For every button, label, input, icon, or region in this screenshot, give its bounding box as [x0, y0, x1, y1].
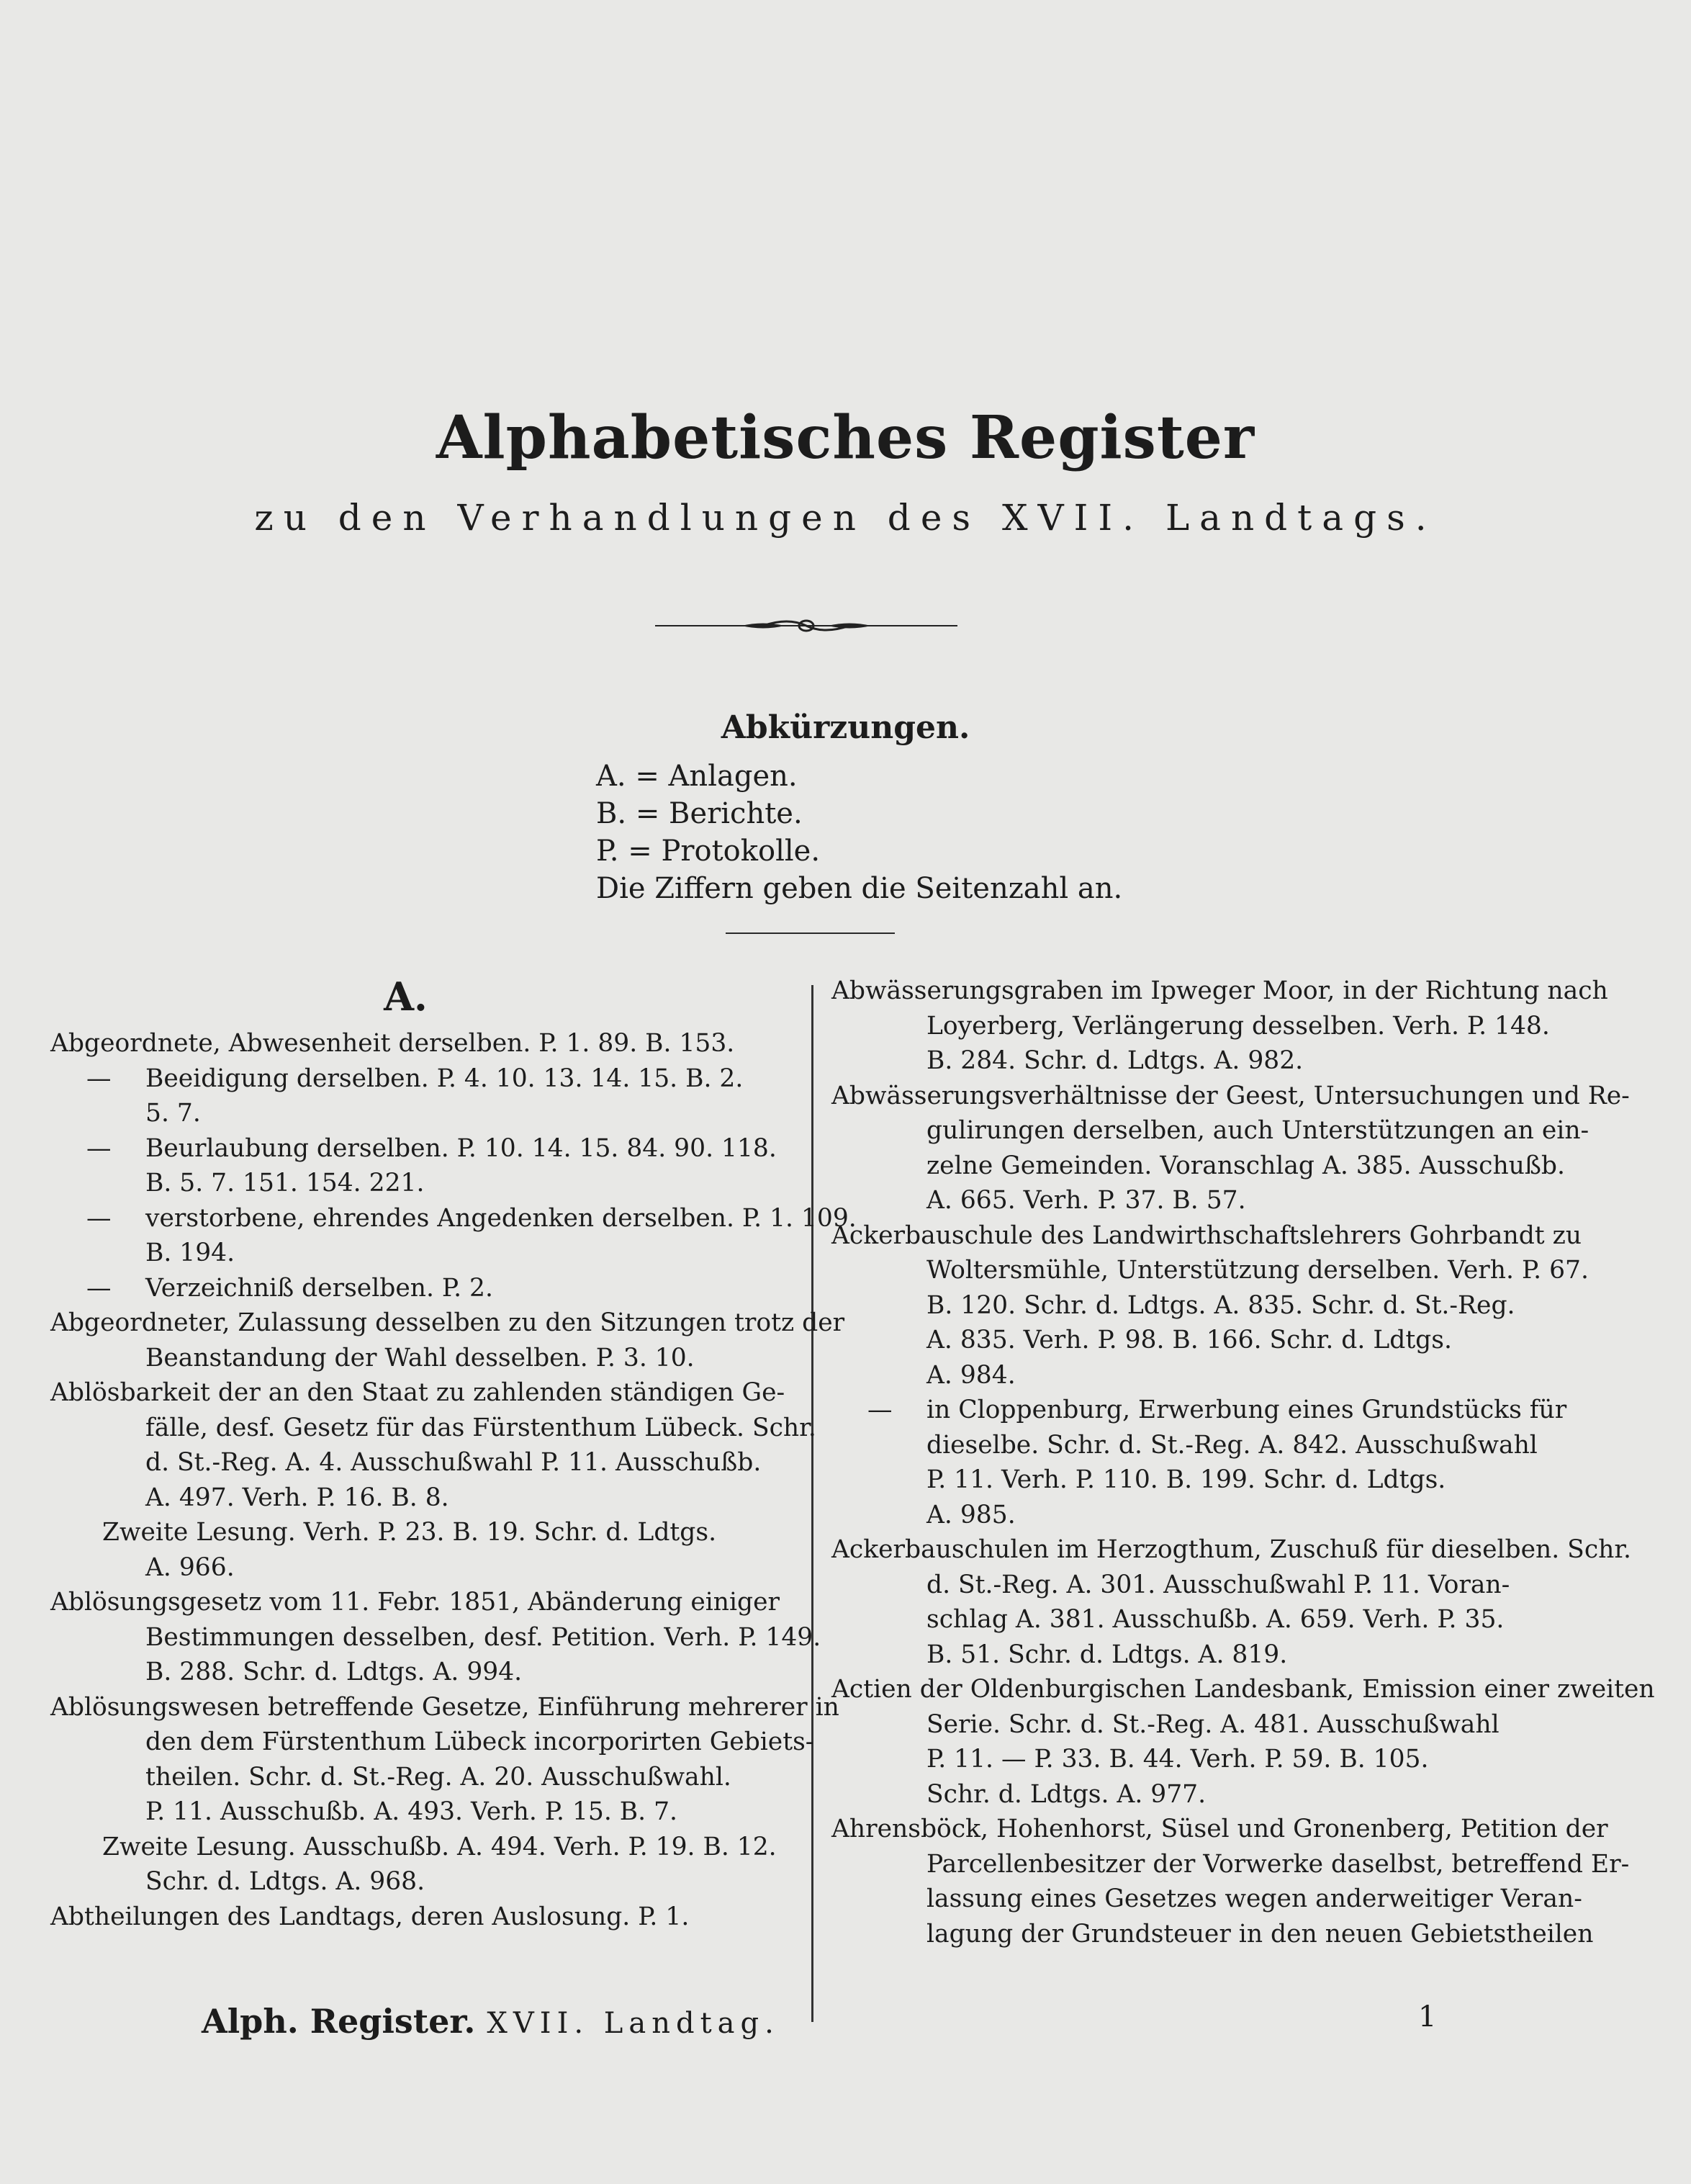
entry-text: in Cloppenburg, Erwerbung eines Grundstücks für — [926, 1396, 1567, 1424]
register-entry — [50, 1201, 857, 1271]
entry-line — [831, 1393, 1580, 1428]
entry-line — [831, 1079, 1630, 1114]
entry-text: A. 497. Verh. P. 16. B. 8. — [145, 1483, 449, 1512]
entry-line — [831, 1707, 1580, 1743]
entry-text: fälle, desf. Gesetz für das Fürstenthum Lübeck. Schr. — [145, 1413, 816, 1442]
entry-line — [831, 1812, 1608, 1847]
entry-line — [831, 1637, 1580, 1673]
entry-line — [831, 1358, 1580, 1393]
entry-text: A. 835. Verh. P. 98. B. 166. Schr. d. Ldtgs. — [926, 1326, 1452, 1354]
entry-line — [50, 1760, 799, 1795]
register-entry — [50, 1026, 799, 1061]
entry-text: P. 11. — P. 33. B. 44. Verh. P. 59. B. 105. — [926, 1745, 1429, 1774]
dash-marker: — — [86, 1203, 112, 1233]
entry-line — [50, 1166, 799, 1201]
entry-line — [831, 1149, 1580, 1184]
entry-line — [50, 1830, 799, 1865]
entry-text: Schr. d. Ldtgs. A. 968. — [145, 1867, 425, 1896]
dash-marker: — — [86, 1273, 112, 1303]
entry-text: lagung der Grundsteuer in den neuen Gebietstheilen — [926, 1919, 1594, 1949]
register-entry — [50, 1515, 799, 1585]
register-entry — [831, 974, 1608, 1079]
entry-text: Verzeichniß derselben. P. 2. — [145, 1273, 493, 1303]
entry-text: Schr. d. Ldtgs. A. 977. — [926, 1779, 1207, 1809]
register-entry — [50, 1830, 799, 1900]
entry-line — [50, 1480, 799, 1516]
entry-text: Bestimmungen desselben, desf. Petition. Verh. P. 149. — [145, 1622, 821, 1652]
section-letter: A. — [384, 974, 428, 1020]
entry-text: Ablösungswesen betreffende Gesetze, Einführung mehrerer in — [50, 1692, 839, 1722]
entry-line — [50, 1341, 799, 1376]
left-column — [50, 1026, 857, 1934]
entry-text: Zweite Lesung. Verh. P. 23. B. 19. Schr. d. Ldtgs. — [102, 1518, 717, 1547]
entry-line — [831, 1917, 1594, 1952]
entry-text: Abwässerungsgraben im Ipweger Moor, in der Richtung nach — [831, 976, 1608, 1005]
abbreviation-item: P. = Protokolle. — [596, 835, 821, 868]
entry-line — [831, 1847, 1630, 1882]
entry-text: A. 966. — [145, 1552, 235, 1582]
register-entry — [831, 1532, 1632, 1672]
entry-text: Ackerbauschule des Landwirthschaftslehrers Gohrbandt zu — [831, 1221, 1582, 1250]
entry-text: A. 665. Verh. P. 37. B. 57. — [926, 1186, 1246, 1215]
entry-text: A. 984. — [926, 1360, 1016, 1390]
abbreviation-item: Die Ziffern geben die Seitenzahl an. — [596, 872, 1123, 905]
entry-text: B. 5. 7. 151. 154. 221. — [145, 1169, 425, 1197]
entry-line — [831, 1183, 1580, 1218]
right-column — [831, 974, 1655, 1951]
entry-line — [831, 1742, 1580, 1777]
entry-line — [50, 1201, 857, 1236]
entry-line — [831, 1602, 1580, 1637]
footer-volume: XVII. Landtag. — [487, 2007, 780, 2040]
entry-line — [831, 1009, 1580, 1044]
entry-text: Woltersmühle, Unterstützung derselben. Verh. P. 67. — [926, 1256, 1589, 1285]
entry-line — [50, 1375, 799, 1411]
register-entry — [50, 1271, 799, 1306]
section-divider — [726, 933, 895, 934]
entry-text: gulirungen derselben, auch Unterstützungen an ein- — [926, 1116, 1589, 1145]
entry-line — [831, 1777, 1580, 1812]
entry-line — [831, 1428, 1580, 1463]
register-entry — [831, 1079, 1630, 1218]
register-entry — [50, 1061, 799, 1131]
entry-line — [50, 1026, 799, 1061]
register-entry — [831, 1393, 1580, 1532]
page-title: Alphabetisches Register — [436, 403, 1255, 472]
entry-text: Ablösbarkeit der an den Staat zu zahlenden ständigen Ge- — [50, 1378, 785, 1407]
dash-marker: — — [86, 1064, 112, 1093]
entry-text: d. St.-Reg. A. 301. Ausschußwahl P. 11. Voran- — [926, 1570, 1510, 1599]
entry-text: Ahrensböck, Hohenhorst, Süsel und Gronenberg, Petition der — [831, 1815, 1608, 1843]
entry-line — [50, 1690, 839, 1725]
entry-line — [50, 1131, 799, 1167]
ornament-divider — [655, 614, 957, 638]
entry-line — [831, 1882, 1580, 1917]
entry-text: theilen. Schr. d. St.-Reg. A. 20. Ausschußwahl. — [145, 1762, 731, 1792]
entry-text: d. St.-Reg. A. 4. Ausschußwahl P. 11. Ausschußb. — [145, 1448, 762, 1477]
entry-line — [831, 1113, 1589, 1149]
entry-line — [50, 1411, 816, 1446]
entry-text: Serie. Schr. d. St.-Reg. A. 481. Ausschußwahl — [926, 1709, 1500, 1739]
entry-line — [50, 1096, 799, 1131]
entry-line — [831, 974, 1608, 1009]
entry-text: B. 194. — [145, 1239, 235, 1267]
entry-line — [50, 1236, 799, 1271]
entry-text: den dem Fürstenthum Lübeck incorporirten Gebiets- — [145, 1727, 814, 1756]
entry-text: Beeidigung derselben. P. 4. 10. 13. 14. 15. B. 2. — [145, 1064, 744, 1093]
entry-text: B. 51. Schr. d. Ldtgs. A. 819. — [926, 1640, 1288, 1669]
entry-text: Parcellenbesitzer der Vorwerke daselbst, betreffend Er- — [926, 1849, 1630, 1879]
entry-text: Ackerbauschulen im Herzogthum, Zuschuß für dieselben. Schr. — [831, 1535, 1632, 1564]
entry-line — [831, 1532, 1632, 1568]
entry-line — [50, 1271, 799, 1306]
column-rule — [811, 985, 813, 2022]
dash-marker: — — [86, 1133, 112, 1163]
entry-text: P. 11. Ausschußb. A. 493. Verh. P. 15. B. 7. — [145, 1797, 677, 1826]
register-entry — [50, 1375, 816, 1515]
footer-label — [202, 2002, 780, 2041]
abbreviations-list — [596, 758, 1122, 907]
register-entry — [831, 1672, 1655, 1812]
entry-text: 5. 7. — [145, 1099, 201, 1128]
entry-line — [50, 1655, 799, 1690]
register-entry — [831, 1218, 1589, 1393]
register-entry — [50, 1900, 799, 1935]
entry-line — [831, 1043, 1580, 1079]
entry-text: schlag A. 381. Ausschußb. A. 659. Verh. P. 35. — [926, 1605, 1505, 1634]
entry-line — [50, 1864, 799, 1900]
entry-text: dieselbe. Schr. d. St.-Reg. A. 842. Ausschußwahl — [926, 1430, 1538, 1460]
entry-line — [831, 1462, 1580, 1498]
footer-register-label: Alph. Register. — [202, 2002, 476, 2041]
entry-text: Zweite Lesung. Ausschußb. A. 494. Verh. P. 19. B. 12. — [102, 1832, 777, 1861]
entry-text: Abwässerungsverhältnisse der Geest, Untersuchungen und Re- — [831, 1081, 1630, 1110]
entry-line — [831, 1568, 1580, 1603]
entry-line — [50, 1585, 799, 1620]
entry-text: Actien der Oldenburgischen Landesbank, Emission einer zweiten — [831, 1675, 1655, 1704]
entry-text: B. 288. Schr. d. Ldtgs. A. 994. — [145, 1658, 523, 1686]
entry-line — [831, 1253, 1589, 1288]
entry-text: P. 11. Verh. P. 110. B. 199. Schr. d. Ldtgs. — [926, 1465, 1446, 1494]
entry-text: zelne Gemeinden. Voranschlag A. 385. Ausschußb. — [926, 1151, 1565, 1180]
entry-line — [831, 1218, 1580, 1254]
entry-text: A. 985. — [926, 1500, 1016, 1529]
entry-line — [50, 1515, 799, 1550]
entry-line — [50, 1900, 799, 1935]
entry-text: Abtheilungen des Landtags, deren Auslosung. P. 1. — [50, 1902, 690, 1931]
dash-marker: — — [867, 1396, 893, 1424]
register-entry — [50, 1131, 799, 1201]
entry-text: Loyerberg, Verlängerung desselben. Verh. P. 148. — [926, 1011, 1550, 1041]
page-subtitle: zu den Verhandlungen des XVII. Landtags. — [254, 497, 1437, 539]
entry-line — [50, 1445, 799, 1480]
entry-text: verstorbene, ehrendes Angedenken derselben. P. 1. 109. — [145, 1203, 857, 1233]
entry-text: lassung eines Gesetzes wegen anderweitiger Veran- — [926, 1884, 1582, 1913]
entry-text: Abgeordneter, Zulassung desselben zu den Sitzungen trotz der — [50, 1308, 845, 1337]
entry-line — [831, 1498, 1580, 1533]
entry-line — [831, 1288, 1580, 1324]
entry-text: Beanstandung der Wahl desselben. P. 3. 10. — [145, 1343, 695, 1372]
register-entry — [50, 1306, 845, 1375]
entry-line — [831, 1672, 1655, 1707]
entry-line — [50, 1794, 799, 1830]
entry-text: B. 284. Schr. d. Ldtgs. A. 982. — [926, 1046, 1304, 1075]
entry-text: Abgeordnete, Abwesenheit derselben. P. 1. 89. B. 153. — [50, 1029, 735, 1058]
abbreviation-item: A. = Anlagen. — [596, 760, 798, 793]
abbreviations-heading: Abkürzungen. — [721, 709, 970, 746]
entry-line — [50, 1550, 799, 1586]
entry-line — [831, 1323, 1580, 1358]
register-entry — [831, 1812, 1630, 1951]
entry-text: B. 120. Schr. d. Ldtgs. A. 835. Schr. d. St.-Reg. — [926, 1290, 1515, 1320]
register-entry — [50, 1690, 839, 1830]
entry-line — [50, 1306, 845, 1341]
register-entry — [50, 1585, 821, 1690]
abbreviation-item: B. = Berichte. — [596, 797, 803, 830]
entry-text: Beurlaubung derselben. P. 10. 14. 15. 84. 90. 118. — [145, 1133, 777, 1163]
entry-line — [50, 1061, 799, 1097]
page-number: 1 — [1418, 2000, 1437, 2034]
entry-line — [50, 1725, 814, 1760]
entry-text: Ablösungsgesetz vom 11. Febr. 1851, Abänderung einiger — [50, 1588, 780, 1617]
entry-line — [50, 1620, 821, 1655]
